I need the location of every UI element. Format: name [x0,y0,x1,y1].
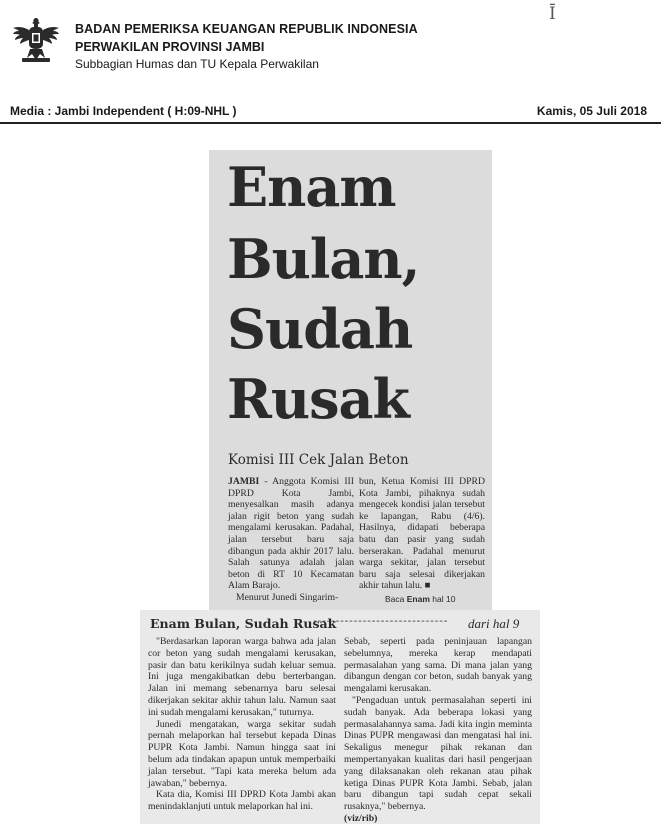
media-source: Media : Jambi Independent ( H:09-NHL ) [10,104,237,118]
author-signature: (viz/rib) [344,812,378,824]
continuation-keyword: Enam [406,594,430,604]
dashed-leader: ------------------------------ [312,617,448,628]
continuation-title: Enam Bulan, Sudah Rusak [150,616,337,631]
headline-line-1: Enam [227,155,396,219]
continuation-prefix: Baca [385,594,405,604]
continued-from: dari hal 9 [468,616,520,631]
article-column-2 [359,476,485,592]
continuation-note [385,594,455,604]
continuation-column-2 [344,636,532,825]
publication-date: Kamis, 05 Juli 2018 [536,104,647,118]
org-name-line1: BADAN PEMERIKSA KEUANGAN REPUBLIK INDONESIA [75,22,418,36]
headline-line-4: Rusak [227,367,409,431]
org-subdivision: Subbagian Humas dan TU Kepala Perwakilan [75,57,319,71]
headline-line-2: Bulan, [227,227,420,291]
article-text: bun, Ketua Komisi III DPRD Kota Jambi, pihaknya sudah mengecek kondisi jalan tersebut ke lapangan, Rabu (4/6). Hasilnya, didapati beberapa batu dan pasir yang sudah berserakan. Padahal menurut warga sekitar, jalan tersebut baru saja selesai dikerjakan akhir tahun lalu. ■ [359,476,485,592]
paragraph: "Pengaduan untuk permasalahan seperti ini sudah banyak. Ada beberapa lokasi yang permasalahannya sama. Jadi kita ingin meminta Dinas PUPR mengawasi dan mengatasi hal ini. Sekaligus menegur pihak rekanan dan mempertanyakan kualitas dari hasil pengerjaan yang dilaksanakan oleh rekanan atau pihak ketiga Dinas PUPR Kota Jambi. Sebab, jalan baru dibangun tapi sudah cepat sekali rusaknya," bebernya. [344,694,532,813]
dateline: JAMBI [228,476,260,487]
paragraph: Sebab, seperti pada peninjauan lapangan sebelumnya, mereka kerap mendapati permasalahan yang sama. Di mana jalan yang dibangun dengan cor beton, sudah banyak yang mengalami kerusakan. [344,636,532,695]
subheadline: Komisi III Cek Jalan Beton [228,452,409,468]
garuda-emblem-icon [10,14,62,66]
header-divider [0,122,661,124]
paragraph: Kata dia, Komisi III DPRD Kota Jambi akan menindaklanjuti untuk melaporkan hal ini. [148,789,336,813]
paragraph: Junedi mengatakan, warga sekitar sudah pernah melaporkan hal tersebut kepada Dinas PUPR Kota Jambi. Namun hingga saat ini belum ada tindakan apapun untuk memperbaiki jalan tersebut. "Tapi kata mereka belum ada jawaban," bebernya. [148,718,336,789]
news-clipping-continuation [140,610,540,824]
headline-line-3: Sudah [227,297,413,361]
paragraph: "Berdasarkan laporan warga bahwa ada jalan cor beton yang sudah mengalami kerusakan, pasir dan batu kerikilnya sudah keluar semua. Ini juga mengakibatkan debu berterbangan. Jalan ini memang sebenarnya baru selesai dikerjakan sekitar akhir tahun lalu. Namun saat ini sudah mengalami kerusakan," tuturnya. [148,636,336,718]
article-text: - Anggota Komisi III DPRD Kota Jambi, menyesalkan masih adanya jalan rigit beton yang sudah mengalami kerusakan. Padahal, jalan tersebut baru saja dibangun pada akhir 2017 lalu. Salah satunya adalah jalan beton di RT 10 Kecamatan Alam Barajo. [228,476,354,592]
article-column-1 [228,476,354,604]
continuation-column-1 [148,636,336,813]
news-clipping-main [209,150,492,610]
article-text: Menurut Junedi Singarim- [236,591,339,603]
org-name-line2: PERWAKILAN PROVINSI JAMBI [75,40,265,54]
continuation-page: hal 10 [432,594,456,604]
corner-mark: Ī [549,4,556,24]
